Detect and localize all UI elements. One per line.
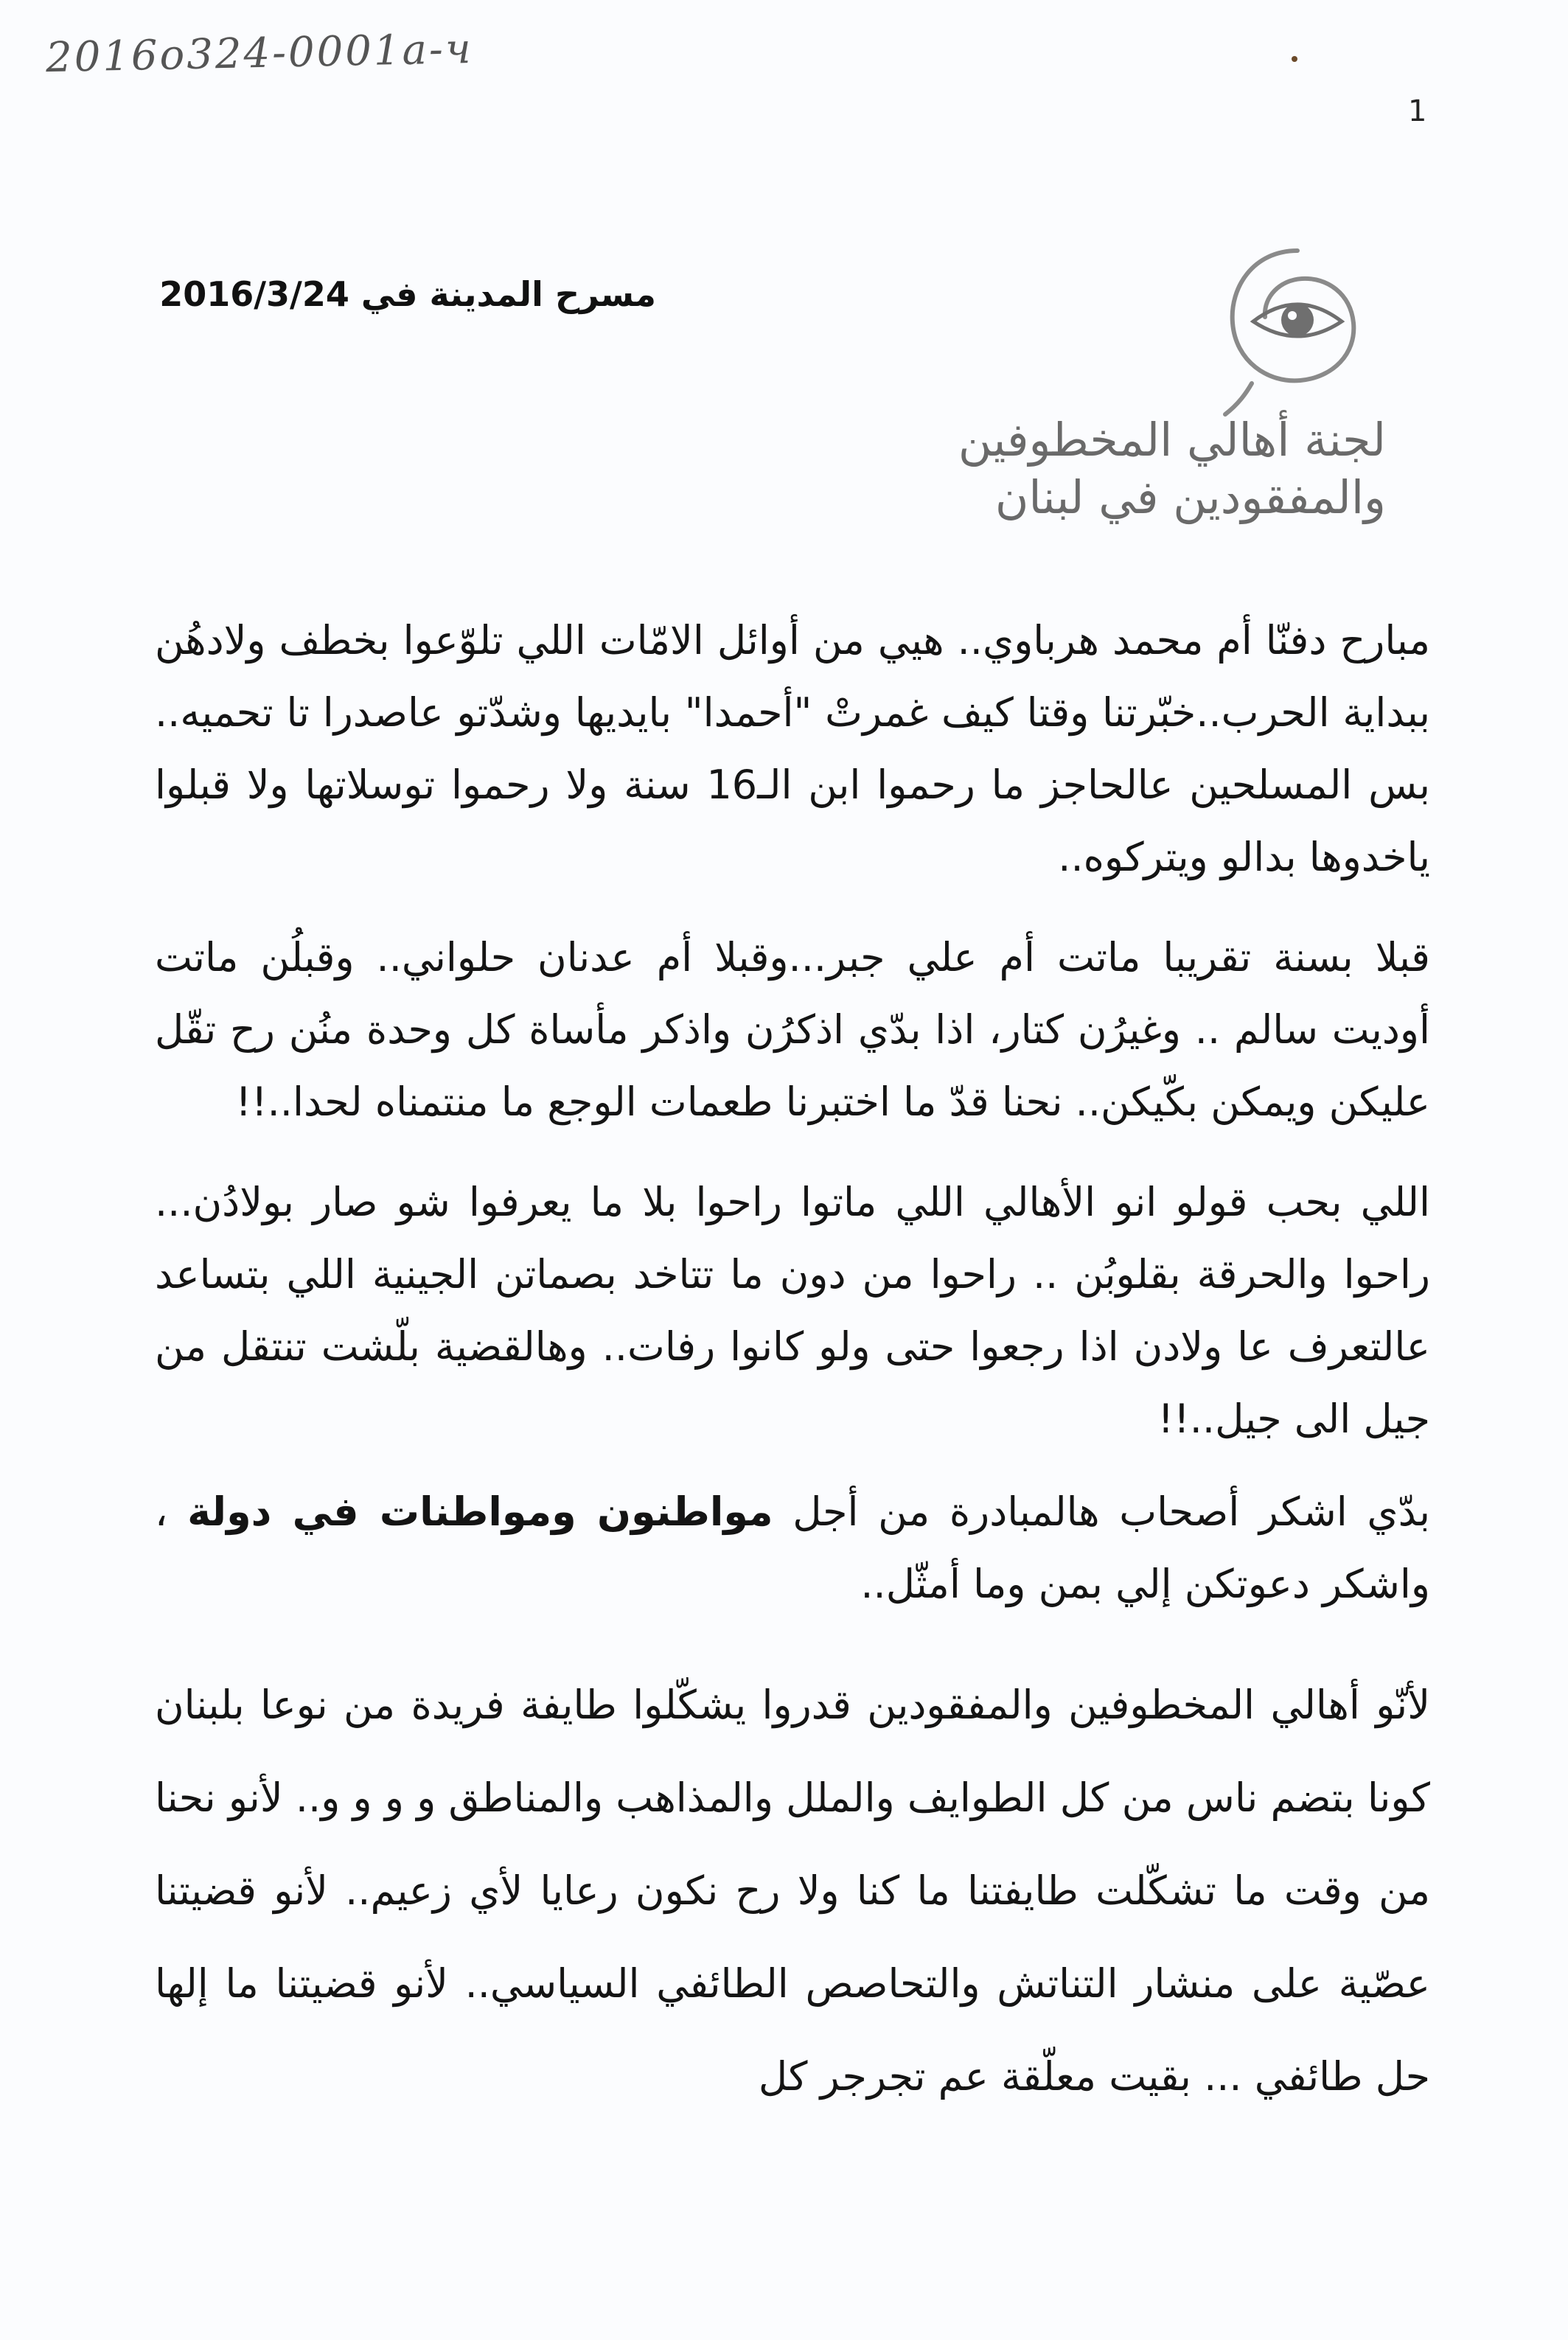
logo-text-line-2: والمفقودين في لبنان (994, 470, 1386, 524)
paragraph-1: مبارح دفنّا أم محمد هرباوي.. هيي من أوائل الامّات اللي تلوّعوا بخطف ولادهُن ببداية الحرب..خبّرتنا وقتا كيف غمرتْ "أحمدا" بايديها وشدّتو عاصدرا تا تحميه.. بس المسلحين عالحاجز ما رحموا ابن الـ16 سنة ولا رحموا توسلاتها ولا قبلوا ياخدوها بدالو ويتركوه.. (155, 617, 1430, 880)
paragraph-4-end: ، واشكر دعوتكن إلي بمن وما أمثّل.. (155, 1488, 1430, 1607)
eye-spiral-icon (1209, 236, 1386, 420)
page-number: 1 (1408, 94, 1427, 128)
paragraph-3: اللي بحب قولو انو الأهالي اللي ماتوا راحوا بلا ما يعرفوا شو صار بولادُن... راحوا والحرقة بقلوبُن .. راحوا من دون ما تتاخد بصماتن الجينية اللي بتساعد عالتعرف عا ولادن اذا رجعوا حتى ولو كانوا رفات.. وهالقضية بلّشت تنتقل من جيل الى جيل..!! (155, 1179, 1430, 1442)
paragraph-5: لأنّو أهالي المخطوفين والمفقودين قدروا يشكّلوا طايفة فريدة من نوعا بلبنان كونا بتضم ناس من كل الطوايف والملل والمذاهب والمناطق و و و و.. لأنو نحنا من وقت ما تشكّلت طايفتنا ما كنا ولا رح نكون رعايا لأي زعيم.. لأنو قضيتنا عصّية على منشار التناتش والتحاصص الطائفي السياسي.. لأنو قضيتنا ما إلها حل طائفي ... بقيت معلّقة عم تجرجر كل (155, 1682, 1430, 2100)
handwritten-reference-code: 2016o324-0001a-ч (45, 24, 474, 83)
venue-date-heading: مسرح المدينة في 2016/3/24 (159, 274, 656, 314)
paragraph-2: قبلا بسنة تقريبا ماتت أم علي جبر...وقبلا أم عدنان حلواني.. وقبلُن ماتت أوديت سالم .. وغيرُن كتار، اذا بدّي اذكرُن واذكر مأساة كل وحدة منُن رح تقّل عليكن ويمكن بكّيكن.. نحنا قدّ ما اختبرنا طعمات الوجع ما منتمناه لحدا..!! (155, 934, 1430, 1125)
logo-text-line-1: لجنة أهالي المخطوفين (958, 413, 1386, 467)
letter-body (155, 605, 1430, 2123)
paragraph-4-bold: مواطنون ومواطنات في دولة (187, 1488, 773, 1535)
ink-dot (1292, 56, 1297, 62)
committee-logo (929, 236, 1386, 523)
paragraph-4-start: بدّي اشكر أصحاب هالمبادرة من أجل (773, 1488, 1431, 1535)
paragraph-4 (155, 1476, 1430, 1620)
